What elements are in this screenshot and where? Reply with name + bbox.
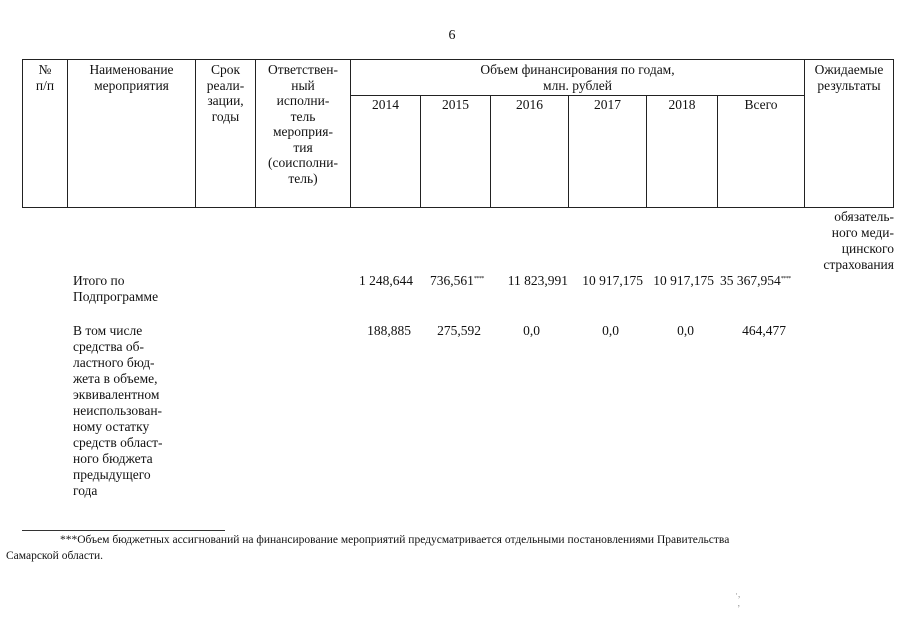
row-total-sum-mark: ****: [780, 276, 791, 282]
row-regional-2014: 188,885: [367, 323, 411, 338]
scan-speck: ·, ‚: [735, 589, 741, 608]
row-regional-label-line: средства об-: [73, 339, 144, 354]
header-results: Ожидаемые результаты: [805, 60, 894, 208]
row-regional-2016: 0,0: [523, 323, 540, 338]
row-regional-label-line: ластного бюд-: [73, 355, 155, 370]
row-total-2017: 10 917,175: [582, 273, 643, 288]
carry-over-result: обязатель- ного меди- цинского страхования: [823, 209, 894, 272]
row-regional-label-line: неиспользован-: [73, 403, 163, 418]
row-regional-2015: 275,592: [437, 323, 481, 338]
header-responsible: Ответствен- ный исполни- тель мероприя- тия (соисполни- тель): [256, 60, 351, 208]
footnote-line-2: Самарской области.: [6, 550, 104, 562]
row-total-2015-value: 736,561: [430, 273, 474, 288]
row-total-label: Итого по Подпрограмме: [73, 273, 159, 304]
row-total-2018: 10 917,175: [653, 273, 714, 288]
row-regional-label-line: эквивалентном: [73, 387, 160, 402]
row-regional-label: [73, 323, 190, 499]
footnote-divider: [22, 530, 225, 531]
header-num: № п/п: [23, 60, 68, 208]
header-year-2015: 2015: [421, 96, 491, 208]
row-regional-label-line: средств област-: [73, 435, 163, 450]
row-total-sum: [720, 273, 810, 289]
row-regional-2018: 0,0: [677, 323, 694, 338]
row-regional-sum: 464,477: [742, 323, 786, 338]
header-year-2017: 2017: [569, 96, 647, 208]
footnote-line-1: ***Объем бюджетных ассигнований на финансирование мероприятий предусматривается отдельными постановлениями Правительства: [60, 534, 730, 546]
header-term: Срок реали- зации, годы: [196, 60, 256, 208]
footnote: [6, 532, 896, 564]
row-total-sum-value: 35 367,954: [720, 273, 781, 288]
row-regional-2017: 0,0: [602, 323, 619, 338]
header-year-2014: 2014: [351, 96, 421, 208]
row-total-2016: 11 823,991: [507, 273, 568, 288]
row-total-2014: 1 248,644: [359, 273, 413, 288]
row-regional-label-line: ного бюджета: [73, 451, 153, 466]
header-table: [22, 59, 894, 208]
row-regional-label-line: предыдущего: [73, 467, 151, 482]
row-regional-label-line: года: [73, 483, 98, 498]
header-year-2016: 2016: [491, 96, 569, 208]
page-number: 6: [448, 28, 456, 43]
row-regional-label-line: ному остатку: [73, 419, 150, 434]
row-regional-label-line: В том числе: [73, 323, 143, 338]
header-year-2018: 2018: [647, 96, 718, 208]
header-total: Всего: [718, 96, 805, 208]
row-total-2015-mark: ****: [473, 276, 484, 282]
row-regional-label-line: жета в объеме,: [73, 371, 158, 386]
header-funding: Объем финансирования по годам, млн. рублей: [351, 60, 805, 96]
header-name: Наименование мероприятия: [68, 60, 196, 208]
